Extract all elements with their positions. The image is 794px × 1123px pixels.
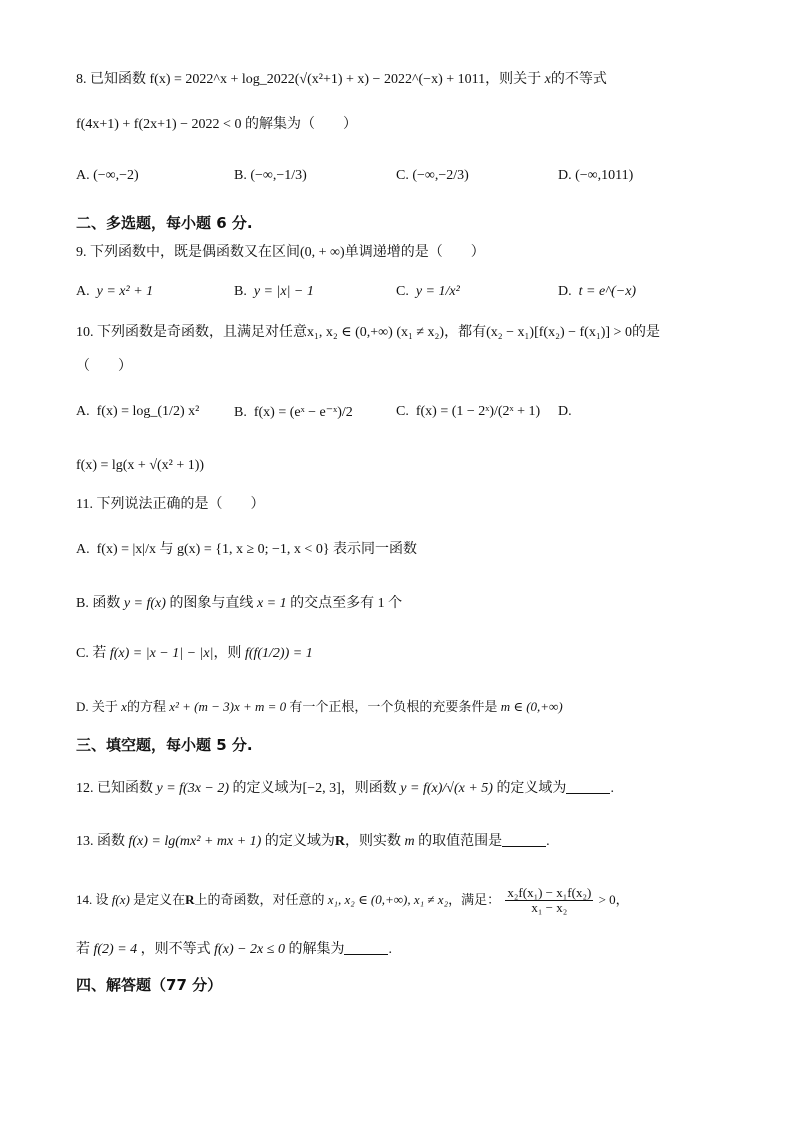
q10-option-a-label: A.: [76, 404, 90, 419]
q12-line: [76, 781, 734, 798]
q10-text-b: ，都有: [444, 325, 487, 340]
q13-end: .: [546, 834, 550, 849]
q14-line1: [76, 886, 734, 916]
q11-option-c-t1: 若: [92, 646, 107, 661]
q10-option-b: [234, 404, 353, 421]
q14-cond: x₁, x₂ ∈ (0,+∞), x₁ ≠ x₂: [327, 892, 449, 908]
q8-option-c: [396, 168, 469, 184]
q10-paren: （ ）: [76, 359, 132, 374]
q10-text-c: 的是: [631, 325, 660, 340]
q13-R: R: [334, 834, 345, 849]
q13-number: 13.: [76, 834, 94, 849]
q11-option-c-t2: ，则: [213, 646, 242, 661]
q11-option-a-g: g(x) = {1, x ≥ 0; −1, x < 0}: [177, 542, 330, 557]
q11-option-b-t2: 的图象与直线: [169, 596, 254, 611]
q10-condition: x₁, x₂ ∈ (0,+∞) (x₁ ≠ x₂): [307, 325, 445, 340]
q13-t4: 的取值范围是: [418, 834, 503, 849]
q14-R: R: [185, 892, 195, 908]
q8-text-c: 的不等式: [550, 72, 607, 87]
q8-option-a-label: A.: [76, 168, 90, 183]
q14-t6: ，: [615, 892, 629, 908]
q14-t2: 是定义在: [133, 892, 186, 908]
q9-option-b-label: B.: [234, 284, 247, 299]
q11-option-d-t2: 的方程: [126, 699, 166, 714]
q10-option-b-label: B.: [234, 405, 247, 420]
q10-inequality: (x₂ − x₁)[f(x₂) − f(x₁)] > 0: [486, 325, 632, 340]
q11-option-a-tail: 表示同一函数: [333, 542, 418, 557]
q11-option-c-result: f(f(1/2)) = 1: [244, 646, 313, 661]
q11-option-b-line: x = 1: [256, 596, 287, 611]
q12-t2: 的定义域为: [232, 781, 303, 796]
q11-option-a-mid: 与: [159, 542, 174, 557]
q10-option-c-value: f(x) = (1 − 2ˣ)/(2ˣ + 1): [415, 404, 541, 419]
q11-option-d: [76, 699, 734, 715]
q8-number: 8.: [76, 72, 87, 87]
q8-text-b: ，则关于: [485, 72, 542, 87]
q10-option-c-label: C.: [396, 404, 409, 419]
section-2-title: 二、多选题，每小题 6 分.: [76, 214, 253, 232]
q8-var: x: [544, 72, 551, 87]
q9-option-b-value: y = |x| − 1: [253, 284, 314, 299]
q10-option-d-label-block: [558, 404, 572, 420]
q10-number: 10.: [76, 325, 94, 340]
q11-option-d-eq: x² + (m − 3)x + m = 0: [169, 699, 287, 714]
q12-t4: 的定义域为: [496, 781, 567, 796]
q12-domain: [−2, 3]: [302, 781, 341, 796]
q8-text-d: 的解集为（ ）: [244, 117, 357, 132]
q11-number: 11.: [76, 497, 93, 512]
q14-l2-t2: ，则不等式: [140, 942, 211, 957]
q8-option-d-value: (−∞,1011): [575, 168, 634, 183]
q14-f2: f(2) = 4: [93, 942, 138, 957]
q11-option-b-label: B.: [76, 596, 89, 611]
q9-option-a-value: y = x² + 1: [96, 284, 154, 299]
q12-number: 12.: [76, 781, 94, 796]
q11-option-a-label: A.: [76, 542, 90, 557]
q8-option-c-label: C.: [396, 168, 409, 183]
q13-line: [76, 834, 734, 851]
q11-option-c: [76, 646, 734, 663]
q11-option-d-t1: 关于: [91, 699, 118, 714]
q14-fraction-denominator: x₁ − x₂: [531, 900, 568, 916]
q9-option-a-label: A.: [76, 284, 90, 299]
q9-option-d: [558, 284, 636, 300]
q13-t3: ，则实数: [344, 834, 401, 849]
q10-option-b-value: f(x) = (eˣ − e⁻ˣ)/2: [253, 405, 353, 420]
q9-option-d-label: D.: [558, 284, 572, 299]
q11-option-d-t3: 有一个正根，一个负根的充要条件是: [289, 699, 498, 714]
q13-f: f(x) = lg(mx² + mx + 1): [128, 834, 262, 849]
q11-option-d-cond: m ∈ (0,+∞): [500, 699, 563, 714]
section-4-title: 四、解答题（77 分）: [76, 976, 223, 994]
q9-option-a: [76, 284, 153, 300]
q11-option-c-f: f(x) = |x − 1| − |x|: [109, 646, 214, 661]
q11-option-c-label: C.: [76, 646, 89, 661]
q14-t3: 上的奇函数，对任意的: [194, 892, 325, 908]
q11-option-b-t3: 的交点至多有 1 个: [290, 596, 403, 611]
q12-g: y = f(x)/√(x + 5): [400, 781, 493, 796]
q8-option-d-label: D.: [558, 168, 572, 183]
q10-text-a: 下列函数是奇函数，且满足对任意: [97, 325, 307, 340]
q8-text-a: 已知函数: [90, 72, 146, 87]
q11-option-b-f: y = f(x): [123, 596, 166, 611]
q14-fraction: [505, 886, 593, 916]
q8-option-c-value: (−∞,−2/3): [412, 168, 469, 183]
q12-t1: 已知函数: [97, 781, 153, 796]
q8-line2: [76, 117, 734, 134]
q8-option-b-value: (−∞,−1/3): [250, 168, 307, 183]
q11-text: 下列说法正确的是（ ）: [96, 497, 265, 512]
q9-interval: (0, + ∞): [300, 245, 345, 260]
q11-option-a-f: f(x) = |x|/x: [96, 542, 157, 557]
q8-option-b: [234, 168, 307, 184]
q12-f: y = f(3x − 2): [156, 781, 230, 796]
q11-option-d-label: D.: [76, 699, 89, 714]
q9-text-a: 下列函数中，既是偶函数又在区间: [90, 245, 300, 260]
q9-number: 9.: [76, 245, 87, 260]
q10-option-a-value: f(x) = log_(1/2) x²: [96, 404, 200, 419]
q9-option-c-value: y = 1/x²: [415, 284, 460, 299]
section-3-title: 三、填空题，每小题 5 分.: [76, 736, 253, 754]
q8-option-a: [76, 168, 139, 184]
q9-option-c: [396, 284, 460, 300]
q10-line1: [76, 325, 734, 342]
q14-f: f(x): [111, 892, 130, 908]
q10-option-a: [76, 404, 199, 420]
q14-number: 14.: [76, 892, 93, 908]
q9-option-b: [234, 284, 314, 300]
q9-option-c-label: C.: [396, 284, 409, 299]
q14-l2-t1: 若: [76, 942, 90, 957]
q14-l2-t3: 的解集为: [288, 942, 345, 957]
q10-option-d-value: f(x) = lg(x + √(x² + 1)): [76, 458, 205, 473]
q11-stem: [76, 497, 734, 514]
q14-line2: [76, 942, 734, 959]
q13-t1: 函数: [97, 834, 125, 849]
q14-end: .: [388, 942, 392, 957]
q12-t3: ，则函数: [340, 781, 397, 796]
q11-option-b: [76, 596, 734, 613]
q13-answer-blank[interactable]: [502, 834, 546, 847]
q9-line1: [76, 245, 734, 262]
q13-m: m: [404, 834, 415, 849]
q8-inequality: f(4x+1) + f(2x+1) − 2022 < 0: [76, 117, 242, 132]
q14-t4: ，满足：: [448, 892, 501, 908]
q14-t5: > 0: [598, 892, 616, 908]
q11-option-a: [76, 542, 734, 559]
q8-option-a-value: (−∞,−2): [93, 168, 139, 183]
q9-option-d-value: t = e^(−x): [578, 284, 637, 299]
q12-answer-blank[interactable]: [566, 781, 610, 794]
q8-formula: f(x) = 2022^x + log_2022(√(x²+1) + x) − 2022^(−x) + 1011: [149, 72, 486, 87]
q14-answer-blank[interactable]: [344, 942, 388, 955]
q8-option-b-label: B.: [234, 168, 247, 183]
q12-end: .: [610, 781, 614, 796]
q14-t1: 设: [95, 892, 109, 908]
q11-option-d-var: x: [121, 699, 127, 714]
q8-line1: [76, 72, 734, 89]
q10-option-c: [396, 404, 540, 420]
q13-t2: 的定义域为: [264, 834, 335, 849]
q14-inequality: f(x) − 2x ≤ 0: [214, 942, 285, 957]
q9-text-b: 单调递增的是（ ）: [344, 245, 485, 260]
q8-option-d: [558, 168, 633, 184]
q14-fraction-numerator: x₂f(x₁) − x₁f(x₂): [507, 885, 592, 900]
q11-option-b-t1: 函数: [92, 596, 121, 611]
q10-option-d-label: D.: [558, 404, 572, 419]
